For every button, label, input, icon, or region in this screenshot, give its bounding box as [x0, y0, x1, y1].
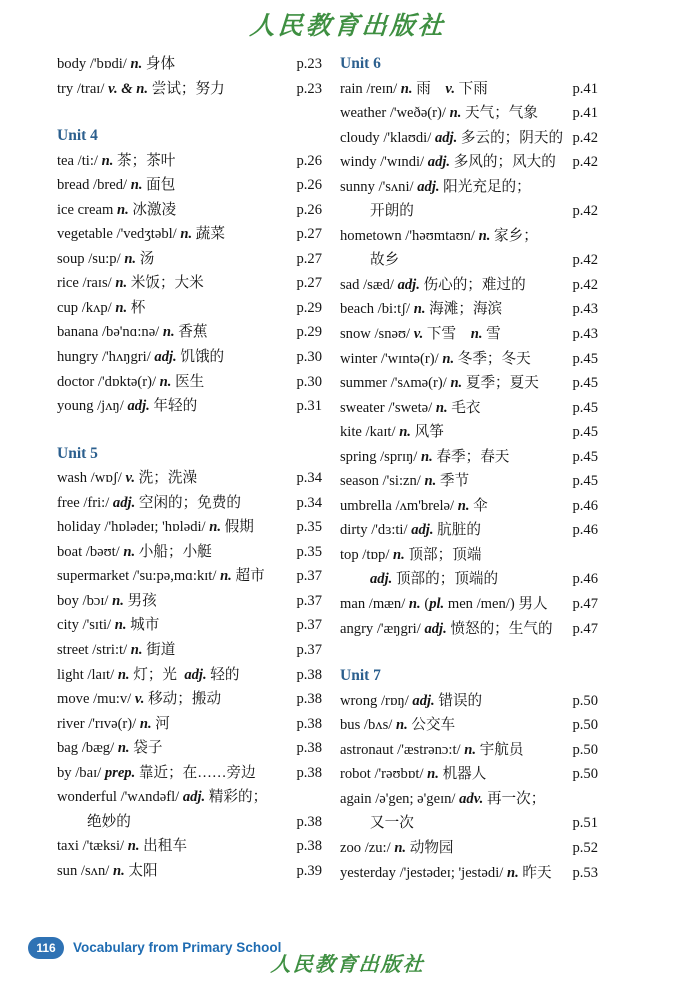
- entry-text: supermarket /'su:pə,mɑ:kɪt/ n. 超市: [57, 568, 265, 585]
- part-of-speech: n.: [424, 473, 437, 490]
- entry-text: umbrella /ʌm'brelə/ n. 伞: [340, 497, 488, 514]
- vocab-entry-line: [340, 762, 598, 787]
- entry-text: sunny /'sʌni/ adj. 阳光充足的；: [340, 178, 531, 195]
- publisher-logo-header: 人民教育出版社: [248, 13, 447, 40]
- entry-page-ref: p.45: [572, 375, 598, 392]
- entry-text: angry /'æŋgri/ adj. 愤怒的；生气的: [340, 620, 553, 637]
- vocab-entry-line: [340, 543, 598, 568]
- entry-text: boat /bəʊt/ n. 小船；小艇: [57, 543, 212, 560]
- part-of-speech: n.: [506, 864, 519, 881]
- entry-page-ref: p.37: [296, 568, 322, 585]
- entry-text: rain /reɪn/ n. 雨 v. 下雨: [340, 80, 488, 97]
- entry-page-ref: p.27: [296, 275, 322, 292]
- part-of-speech: n.: [395, 717, 408, 734]
- entry-text: 开朗的: [370, 203, 414, 220]
- part-of-speech: n.: [478, 227, 491, 244]
- entry-page-ref: p.37: [296, 592, 322, 609]
- entry-page-ref: p.42: [572, 129, 598, 146]
- vocab-entry-line: [57, 466, 322, 491]
- vocab-entry-line: [57, 271, 322, 296]
- entry-text: sweater /'swetə/ n. 毛衣: [340, 399, 481, 416]
- part-of-speech: v.: [413, 326, 424, 343]
- entry-page-ref: p.34: [296, 494, 322, 511]
- part-of-speech: n.: [435, 399, 448, 416]
- entry-page-ref: p.38: [296, 740, 322, 757]
- part-of-speech: adj.: [154, 349, 177, 366]
- entry-text: 绝妙的: [87, 813, 131, 830]
- part-of-speech: n.: [127, 838, 140, 855]
- vocab-entry-line: [57, 198, 322, 223]
- entry-text: ice cream n. 冰激凌: [57, 201, 177, 218]
- entry-page-ref: p.46: [572, 497, 598, 514]
- entry-page-ref: p.42: [572, 252, 598, 269]
- vocab-entry-line: [340, 713, 598, 738]
- entry-page-ref: p.45: [572, 399, 598, 416]
- part-of-speech: n.: [130, 642, 143, 659]
- part-of-speech: n.: [117, 666, 130, 683]
- entry-text: kite /kaɪt/ n. 风筝: [340, 424, 444, 441]
- entry-text: try /traɪ/ v. & n. 尝试；努力: [57, 80, 225, 97]
- vocab-entry-line: [340, 101, 598, 126]
- vocab-entry-line: [340, 861, 598, 886]
- entry-text: river /'rɪvə(r)/ n. 河: [57, 715, 170, 732]
- entry-page-ref: p.45: [572, 350, 598, 367]
- part-of-speech: n.: [139, 715, 152, 732]
- entry-text: 故乡: [370, 252, 400, 269]
- entry-text: move /mu:v/ v. 移动；搬动: [57, 691, 222, 708]
- entry-page-ref: p.45: [572, 448, 598, 465]
- vocab-entry-line: [57, 687, 322, 712]
- part-of-speech: n.: [101, 152, 114, 169]
- part-of-speech: n.: [442, 350, 455, 367]
- unit-heading: Unit 7: [340, 667, 381, 685]
- entry-text: city /'sɪti/ n. 城市: [57, 617, 160, 634]
- vocab-entry-line: [340, 738, 598, 763]
- entry-text: bag /bæg/ n. 袋子: [57, 740, 163, 757]
- part-of-speech: n.: [112, 862, 125, 879]
- vocab-entry-line: [57, 370, 322, 395]
- entry-page-ref: p.53: [572, 864, 598, 881]
- entry-page-ref: p.38: [296, 764, 322, 781]
- left-column: [57, 52, 322, 884]
- entry-page-ref: p.34: [296, 470, 322, 487]
- entry-page-ref: p.41: [572, 80, 598, 97]
- part-of-speech: n.: [394, 839, 407, 856]
- entry-text: top /tɒp/ n. 顶部；顶端: [340, 546, 482, 563]
- vocab-entry-line: [57, 77, 322, 102]
- entry-page-ref: p.27: [296, 250, 322, 267]
- entry-text: hometown /'həʊmtaʊn/ n. 家乡；: [340, 227, 538, 244]
- entry-page-ref: p.41: [572, 105, 598, 122]
- part-of-speech: adj.: [127, 398, 150, 415]
- vocab-entry-line: [57, 761, 322, 786]
- part-of-speech: adj.: [411, 522, 434, 539]
- part-of-speech: n.: [114, 617, 127, 634]
- entry-text: wrong /rɒŋ/ adj. 错误的: [340, 692, 483, 709]
- vocab-entry-line: [57, 320, 322, 345]
- vocab-entry-line: [57, 859, 322, 884]
- entry-page-ref: p.29: [296, 324, 322, 341]
- part-of-speech: adj.: [182, 789, 206, 806]
- entry-text: hungry /'hʌŋgri/ adj. 饥饿的: [57, 349, 225, 366]
- entry-page-ref: p.43: [572, 301, 598, 318]
- entry-text: weather /'weðə(r)/ n. 天气；气象: [340, 105, 538, 122]
- entry-text: wash /wɒʃ/ v. 洗；洗澡: [57, 470, 198, 487]
- entry-text: boy /bɔɪ/ n. 男孩: [57, 592, 157, 609]
- entry-text: taxi /'tæksi/ n. 出租车: [57, 838, 187, 855]
- entry-text: banana /bə'nɑ:nə/ n. 香蕉: [57, 324, 208, 341]
- part-of-speech: n.: [117, 740, 130, 757]
- entry-page-ref: p.47: [572, 596, 598, 613]
- part-of-speech: n.: [400, 80, 413, 97]
- part-of-speech: n.: [130, 177, 143, 194]
- vocab-entry-line: [57, 515, 322, 540]
- entry-page-ref: p.26: [296, 177, 322, 194]
- part-of-speech: n.: [123, 543, 136, 560]
- entry-text: dirty /'dɜ:ti/ adj. 肮脏的: [340, 522, 481, 539]
- vocab-entry-line: [340, 150, 598, 175]
- entry-page-ref: p.50: [572, 766, 598, 783]
- vocab-entry-line: [340, 273, 598, 298]
- entry-text: body /'bɒdi/ n. 身体: [57, 56, 176, 72]
- part-of-speech: n.: [159, 373, 172, 390]
- part-of-speech: n.: [209, 519, 222, 536]
- entry-text: bus /bʌs/ n. 公交车: [340, 717, 456, 734]
- entry-page-ref: p.27: [296, 226, 322, 243]
- entry-text: cup /kʌp/ n. 杯: [57, 299, 146, 316]
- vocab-entry-line: [340, 469, 598, 494]
- entry-page-ref: p.35: [296, 519, 322, 536]
- vocab-entry-line: [57, 736, 322, 761]
- vocab-entry-line: [340, 617, 598, 642]
- vocab-entry-line: [57, 638, 322, 663]
- vocab-entry-line: [57, 613, 322, 638]
- entry-text: 又一次: [370, 815, 414, 832]
- part-of-speech: n.: [112, 592, 124, 609]
- entry-page-ref: p.35: [296, 543, 322, 560]
- entry-page-ref: p.52: [572, 839, 598, 856]
- entry-page-ref: p.43: [572, 326, 598, 343]
- part-of-speech: prep.: [104, 764, 136, 781]
- entry-text: beach /bi:tʃ/ n. 海滩；海滨: [340, 301, 503, 318]
- entry-text: tea /ti:/ n. 茶；茶叶: [57, 152, 176, 169]
- part-of-speech: adj.: [370, 571, 393, 588]
- vocab-entry-line: [57, 173, 322, 198]
- part-of-speech: adj.: [424, 620, 447, 637]
- part-of-speech: n.: [162, 324, 175, 341]
- part-of-speech: v.: [445, 80, 455, 97]
- entry-page-ref: p.42: [572, 203, 598, 220]
- entry-page-ref: p.31: [296, 398, 322, 415]
- entry-text: zoo /zu:/ n. 动物园: [340, 839, 454, 856]
- page-number-badge: 116: [28, 937, 64, 959]
- vocab-entry-line: [57, 345, 322, 370]
- vocab-entry-line: [57, 296, 322, 321]
- entry-text: holiday /'hɒlədeɪ; 'hɒlədi/ n. 假期: [57, 519, 254, 536]
- entry-page-ref: p.26: [296, 152, 322, 169]
- vocab-entry-line: [340, 494, 598, 519]
- entry-page-ref: p.50: [572, 741, 598, 758]
- part-of-speech: n.: [220, 568, 232, 585]
- entry-text: sad /sæd/ adj. 伤心的；难过的: [340, 276, 526, 293]
- entry-page-ref: p.37: [296, 642, 322, 659]
- vocab-entry-line: [57, 540, 322, 565]
- footer-section-title: Vocabulary from Primary School: [73, 940, 282, 955]
- entry-page-ref: p.23: [296, 56, 322, 72]
- vocab-entry-line: [57, 834, 322, 859]
- vocab-entry-line: [340, 297, 598, 322]
- entry-page-ref: p.29: [296, 299, 322, 316]
- entry-text: again /ə'gen; ə'geɪn/ adv. 再一次；: [340, 790, 546, 807]
- entry-text: rice /raɪs/ n. 米饭；大米: [57, 275, 204, 292]
- entry-text: by /baɪ/ prep. 靠近；在……旁边: [57, 764, 256, 781]
- entry-text: season /'si:zn/ n. 季节: [340, 473, 470, 490]
- entry-text: free /fri:/ adj. 空闲的；免费的: [57, 494, 242, 511]
- entry-text: adj. 顶部的；顶端的: [370, 571, 499, 588]
- entry-text: soup /su:p/ n. 汤: [57, 250, 155, 267]
- entry-text: sun /sʌn/ n. 太阳: [57, 862, 158, 879]
- vocab-entry-line: [57, 149, 322, 174]
- part-of-speech: n.: [457, 497, 470, 514]
- entry-page-ref: p.38: [296, 691, 322, 708]
- vocab-entry-line: [340, 175, 598, 200]
- entry-text: wonderful /'wʌndəfl/ adj. 精彩的；: [57, 789, 268, 806]
- entry-page-ref: p.42: [572, 276, 598, 293]
- part-of-speech: n.: [421, 448, 433, 465]
- vocab-entry-line: [340, 787, 598, 812]
- vocab-entry-line: [340, 518, 598, 543]
- part-of-speech: n.: [116, 201, 129, 218]
- entry-text: astronaut /'æstrənɔ:t/ n. 宇航员: [340, 741, 524, 758]
- entry-page-ref: p.39: [296, 862, 322, 879]
- part-of-speech: adj.: [417, 178, 440, 195]
- entry-text: light /laɪt/ n. 灯；光 adj. 轻的: [57, 666, 240, 683]
- entry-text: snow /snəʊ/ v. 下雪 n. 雪: [340, 326, 501, 343]
- entry-text: spring /sprɪŋ/ n. 春季；春天: [340, 448, 510, 465]
- part-of-speech: v.: [125, 470, 136, 487]
- part-of-speech: n.: [115, 299, 128, 316]
- entry-page-ref: p.46: [572, 522, 598, 539]
- vocab-entry-line: [340, 811, 598, 836]
- entry-page-ref: p.45: [572, 473, 598, 490]
- part-of-speech: pl.: [429, 596, 445, 613]
- part-of-speech: n.: [413, 301, 426, 318]
- part-of-speech: adj.: [427, 154, 451, 171]
- entry-page-ref: p.38: [296, 715, 322, 732]
- part-of-speech: adj.: [184, 666, 207, 683]
- part-of-speech: n.: [427, 766, 439, 783]
- entry-text: summer /'sʌmə(r)/ n. 夏季；夏天: [340, 375, 539, 392]
- entry-page-ref: p.42: [572, 154, 598, 171]
- unit-heading: Unit 4: [57, 127, 98, 145]
- vocab-entry-line: [340, 445, 598, 470]
- vocab-entry-line: [340, 567, 598, 592]
- part-of-speech: v.: [134, 691, 145, 708]
- part-of-speech: n.: [130, 56, 143, 72]
- part-of-speech: n.: [470, 326, 483, 343]
- vocab-entry-line: [340, 77, 598, 102]
- vocab-entry-line: [340, 248, 598, 273]
- vocab-entry-line: [57, 247, 322, 272]
- right-column: [340, 52, 598, 885]
- vocab-entry-line: [57, 491, 322, 516]
- entry-text: doctor /'dɒktə(r)/ n. 医生: [57, 373, 205, 390]
- entry-text: yesterday /'jestədeɪ; 'jestədi/ n. 昨天: [340, 864, 552, 881]
- part-of-speech: adj.: [434, 129, 458, 146]
- part-of-speech: n.: [450, 375, 463, 392]
- entry-text: cloudy /'klaʊdi/ adj. 多云的；阴天的: [340, 129, 564, 146]
- vocab-entry-line: [340, 420, 598, 445]
- part-of-speech: n.: [399, 424, 411, 441]
- vocab-entry-line: [57, 564, 322, 589]
- entry-page-ref: p.50: [572, 692, 598, 709]
- vocab-entry-line: [340, 836, 598, 861]
- entry-page-ref: p.37: [296, 617, 322, 634]
- publisher-logo-footer: 人民教育出版社: [270, 954, 426, 976]
- unit-heading: Unit 6: [340, 55, 381, 72]
- vocab-entry-line: [340, 592, 598, 617]
- entry-text: windy /'wɪndi/ adj. 多风的；风大的: [340, 154, 556, 171]
- entry-text: man /mæn/ n. (pl. men /men/) 男人: [340, 596, 548, 613]
- entry-page-ref: p.30: [296, 349, 322, 366]
- part-of-speech: n.: [393, 546, 405, 563]
- vocab-entry-line: [340, 126, 598, 151]
- part-of-speech: adv.: [459, 790, 484, 807]
- entry-page-ref: p.50: [572, 717, 598, 734]
- entry-page-ref: p.46: [572, 571, 598, 588]
- part-of-speech: n.: [124, 250, 137, 267]
- vocab-entry-line: [57, 589, 322, 614]
- part-of-speech: adj.: [412, 692, 435, 709]
- vocab-entry-line: [57, 785, 322, 810]
- vocab-entry-line: [340, 371, 598, 396]
- vocab-entry-line: [340, 224, 598, 249]
- vocab-entry-line: [340, 199, 598, 224]
- vocab-entry-line: [57, 712, 322, 737]
- vocab-entry-line: [340, 347, 598, 372]
- entry-page-ref: p.23: [296, 80, 322, 97]
- vocab-entry-line: [340, 689, 598, 714]
- unit-heading: Unit 5: [57, 444, 98, 462]
- entry-text: winter /'wɪntə(r)/ n. 冬季；冬天: [340, 350, 531, 367]
- part-of-speech: n.: [180, 226, 193, 243]
- entry-text: street /stri:t/ n. 街道: [57, 642, 176, 659]
- part-of-speech: adj.: [112, 494, 136, 511]
- vocab-entry-line: [57, 222, 322, 247]
- vocab-entry-line: [57, 52, 322, 77]
- entry-page-ref: p.51: [572, 815, 598, 832]
- vocab-entry-line: [340, 396, 598, 421]
- part-of-speech: adj.: [397, 276, 420, 293]
- entry-page-ref: p.30: [296, 373, 322, 390]
- part-of-speech: n.: [408, 596, 421, 613]
- entry-page-ref: p.38: [296, 666, 322, 683]
- entry-text: vegetable /'vedʒtəbl/ n. 蔬菜: [57, 226, 225, 243]
- entry-text: bread /bred/ n. 面包: [57, 177, 176, 194]
- entry-page-ref: p.38: [296, 838, 322, 855]
- part-of-speech: n.: [115, 275, 128, 292]
- vocab-entry-line: [340, 322, 598, 347]
- entry-page-ref: p.45: [572, 424, 598, 441]
- part-of-speech: n.: [449, 105, 462, 122]
- part-of-speech: v. & n.: [108, 80, 149, 97]
- entry-page-ref: p.38: [296, 813, 322, 830]
- entry-page-ref: p.26: [296, 201, 322, 218]
- vocab-entry-line: [57, 810, 322, 835]
- entry-text: robot /'rəʊbɒt/ n. 机器人: [340, 766, 487, 783]
- vocab-entry-line: [57, 394, 322, 419]
- part-of-speech: n.: [464, 741, 476, 758]
- entry-page-ref: p.47: [572, 620, 598, 637]
- vocab-entry-line: [57, 663, 322, 688]
- entry-text: young /jʌŋ/ adj. 年轻的: [57, 398, 198, 415]
